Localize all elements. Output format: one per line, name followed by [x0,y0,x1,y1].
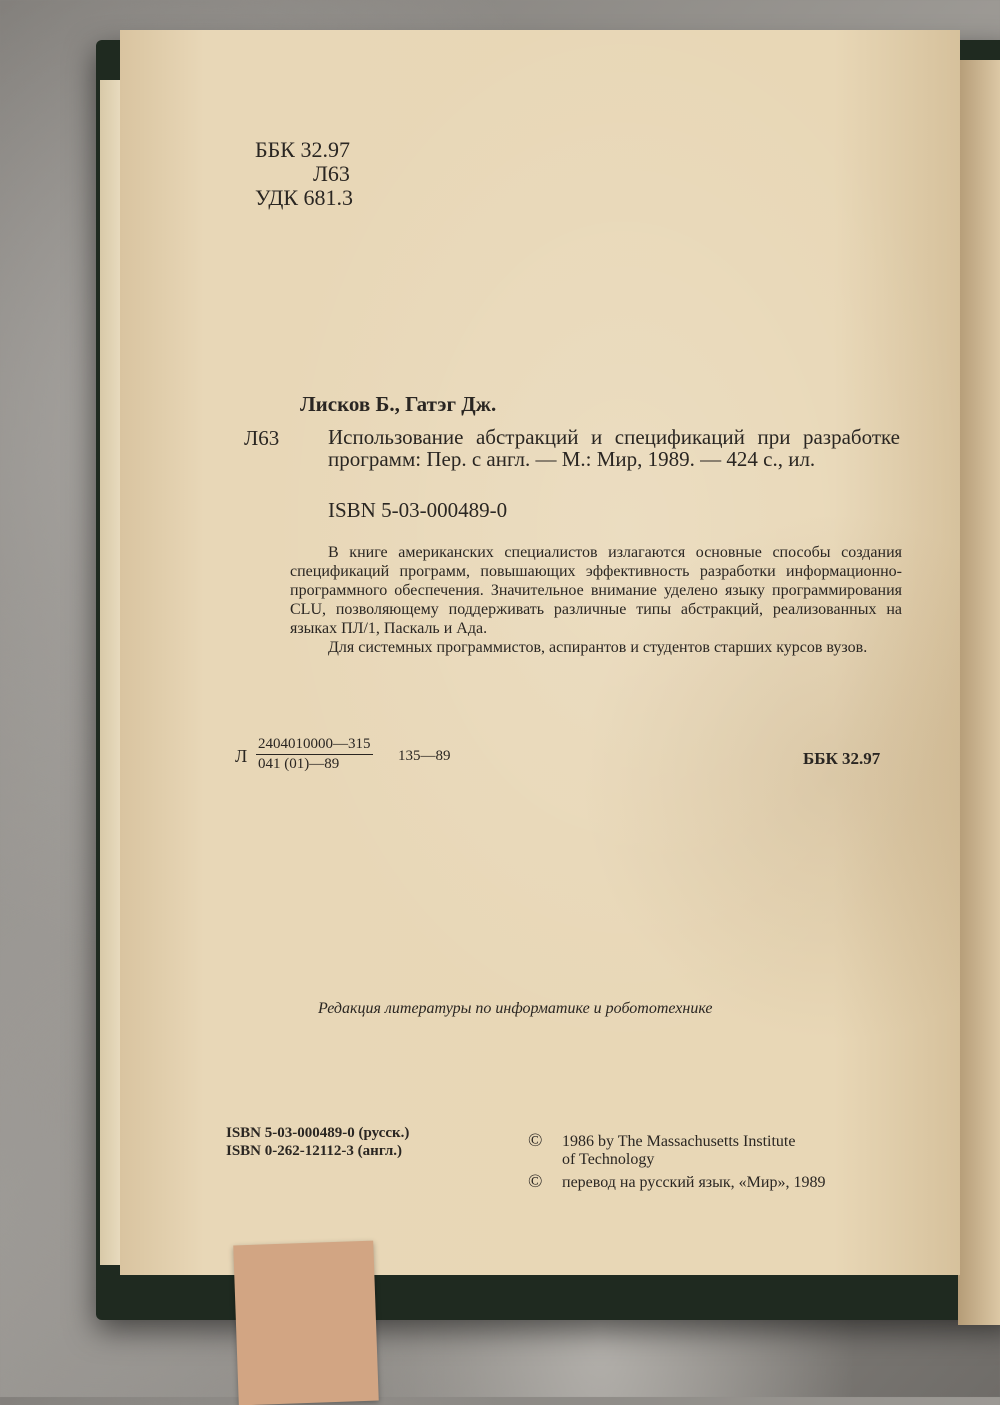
copyright-line-1: 1986 by The Massachusetts Institute [562,1133,796,1150]
catalog-description: Использование абстракций и спецификаций при разработке программ: Пер. с англ. — М.: Мир, 1989. — 424 с., ил. [328,425,900,471]
isbn-english: ISBN 0-262-12112-3 (англ.) [226,1143,403,1159]
bbk-right: ББК 32.97 [803,749,881,768]
isbn-russian: ISBN 5-03-000489-0 (русск.) [226,1125,410,1141]
index-letter: Л [235,746,248,766]
annotation-paragraph-2: Для системных программистов, аспирантов и студентов старших курсов вузов. [328,639,868,656]
copyright-icon: © [528,1171,543,1192]
catalog-code: Л63 [244,426,280,450]
bookmark-ribbon [233,1241,378,1405]
copyright-block [528,1132,825,1192]
authors: Лисков Б., Гатэг Дж. [300,392,497,416]
isbn-block [226,1124,409,1160]
classification-block [255,138,353,210]
index-numerator: 2404010000—315 [256,735,373,755]
isbn-main: ISBN 5-03-000489-0 [328,498,508,522]
index-denominator: 041 (01)—89 [258,756,340,772]
annotation-paragraph-1: В книге американских специалистов излагаются основные способы создания спецификаций программ, повышающих эффективность разработки информационно-программного обеспечения. Значительное внимание уделено языку программирования CLU, позволяющему поддерживать различные типы абстракций, реализованных на языках ПЛ/1, Паскаль и Ада. [290,544,902,637]
annotation [290,543,902,657]
bbk-code: ББК 32.97 [255,137,350,162]
udk-code: УДК 681.3 [255,185,354,210]
index-code: 135—89 [398,748,451,764]
copyright-line-2: перевод на русский язык, «Мир», 1989 [562,1174,826,1191]
editorial-office: Редакция литературы по информатике и робототехнике [318,1000,713,1017]
copyright-icon: © [528,1130,543,1151]
author-mark: Л63 [313,161,350,186]
copyright-line-1b: of Technology [562,1151,655,1168]
index-fraction [256,735,373,774]
right-page-edge [958,60,1000,1325]
